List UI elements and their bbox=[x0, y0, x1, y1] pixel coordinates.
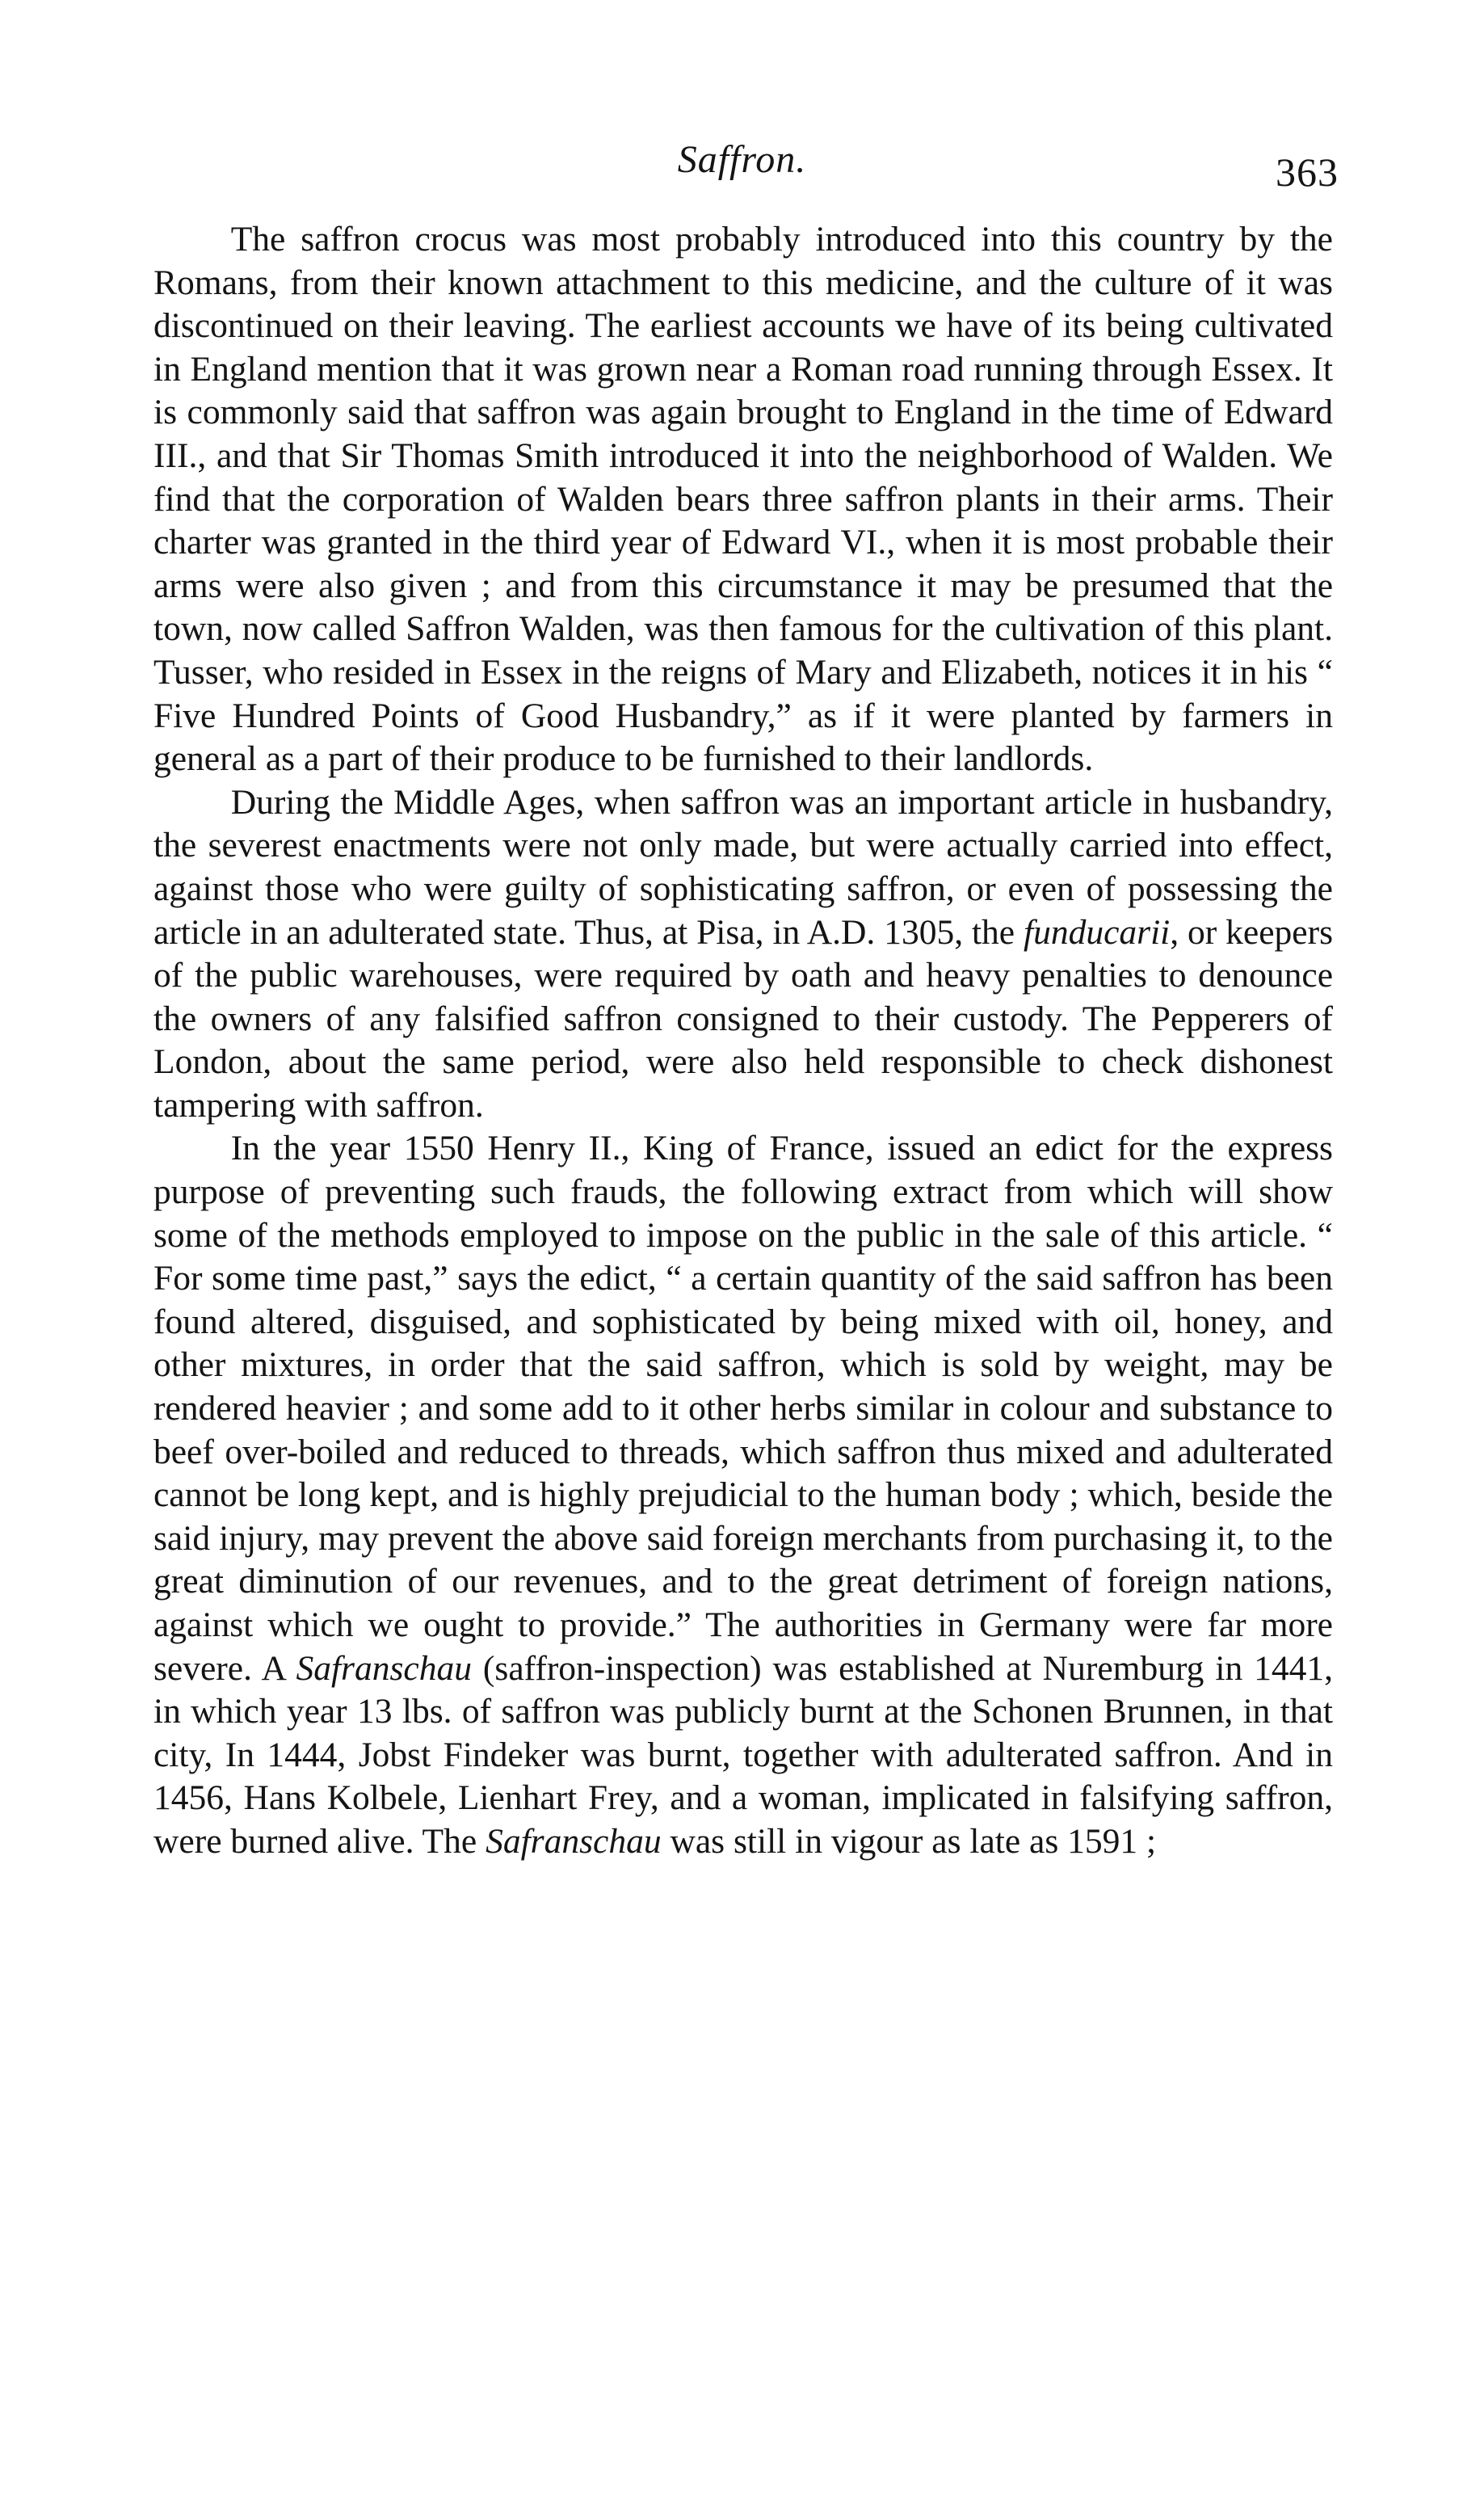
text-run: , or keepers of the public warehouses, were required by oath and heavy penalties to denounce the owners of any falsified saffron consigned to their custody. The Pepperers of London, about the same period, were also held responsible to check dishonest tampering with saffron. bbox=[153, 912, 1334, 1125]
italic-term: Safranschau bbox=[296, 1648, 472, 1688]
page-number: 363 bbox=[1276, 149, 1339, 195]
italic-term: funducarii bbox=[1024, 912, 1171, 952]
paragraph-introduction bbox=[153, 218, 1333, 781]
text-run: During the Middle Ages, when saffron was an important article in husbandry, the severest enactments were not only made, but were actually carried into effect, against those who were guilty of sophisticating saffron, or even of possessing the article in an adulterated state. Thus, at Pisa, in A.D. 1305, the bbox=[153, 782, 1333, 952]
body-text bbox=[153, 218, 1333, 1864]
text-run: The saffron crocus was most probably introduced into this country by the Romans, from their known attachment to this medicine, and the culture of it was discontinued on their leaving. The earliest accounts we have of its being cultivated in England mention that it was grown near a Roman road running through Essex. It is commonly said that saffron was again brought to England in the time of Edward III., and that Sir Thomas Smith introduced it into the neighborhood of Walden. We find that the corporation of Walden bears three saffron plants in their arms. Their charter was granted in the third year of Edward VI., when it is most probable their arms were also given ; and from this circumstance it may be presumed that the town, now called Saffron Walden, was then famous for the cultivation of this plant. Tusser, who resided in Essex in the reigns of Mary and Elizabeth, notices it in his “ Five Hundred Points of Good Husbandry,” as if it were planted by farmers in general as a part of their produce to be furnished to their landlords. bbox=[153, 220, 1333, 779]
text-run: (saffron-inspection) was established at Nuremburg in 1441, in which year 13 lbs. of saffron was publicly burnt at the Schonen Brunnen, in that city, In 1444, Jobst Findeker was burnt, together with adulterated saffron. And in 1456, Hans Kolbele, Lienhart Frey, and a woman, implicated in falsifying saffron, were burned alive. The bbox=[153, 1648, 1334, 1861]
paragraph-henry-edict bbox=[153, 1127, 1333, 1863]
paragraph-middle-ages bbox=[153, 781, 1333, 1128]
text-run: was still in vigour as late as 1591 ; bbox=[661, 1821, 1157, 1861]
text-run: In the year 1550 Henry II., King of France, issued an edict for the express purpose of preventing such frauds, the following extract from which will show some of the methods employed to impose on the public in the sale of this article. “ For some time past,” says the edict, “ a certain quantity of the said saffron has been found altered, disguised, and sophisticated by being mixed with oil, honey, and other mixtures, in order that the said saffron, which is sold by weight, may be rendered heavier ; and some add to it other herbs similar in colour and substance to beef over-boiled and reduced to threads, which saffron thus mixed and adulterated cannot be long kept, and is highly prejudicial to the human body ; which, beside the said injury, may prevent the above said foreign merchants from purchasing it, to the great diminution of our revenues, and to the great detriment of foreign nations, against which we ought to provide.” The authorities in Germany were far more severe. A bbox=[153, 1129, 1333, 1688]
running-head bbox=[0, 137, 1484, 194]
italic-term: Safranschau bbox=[486, 1821, 662, 1861]
running-title: Saffron. bbox=[677, 138, 807, 181]
